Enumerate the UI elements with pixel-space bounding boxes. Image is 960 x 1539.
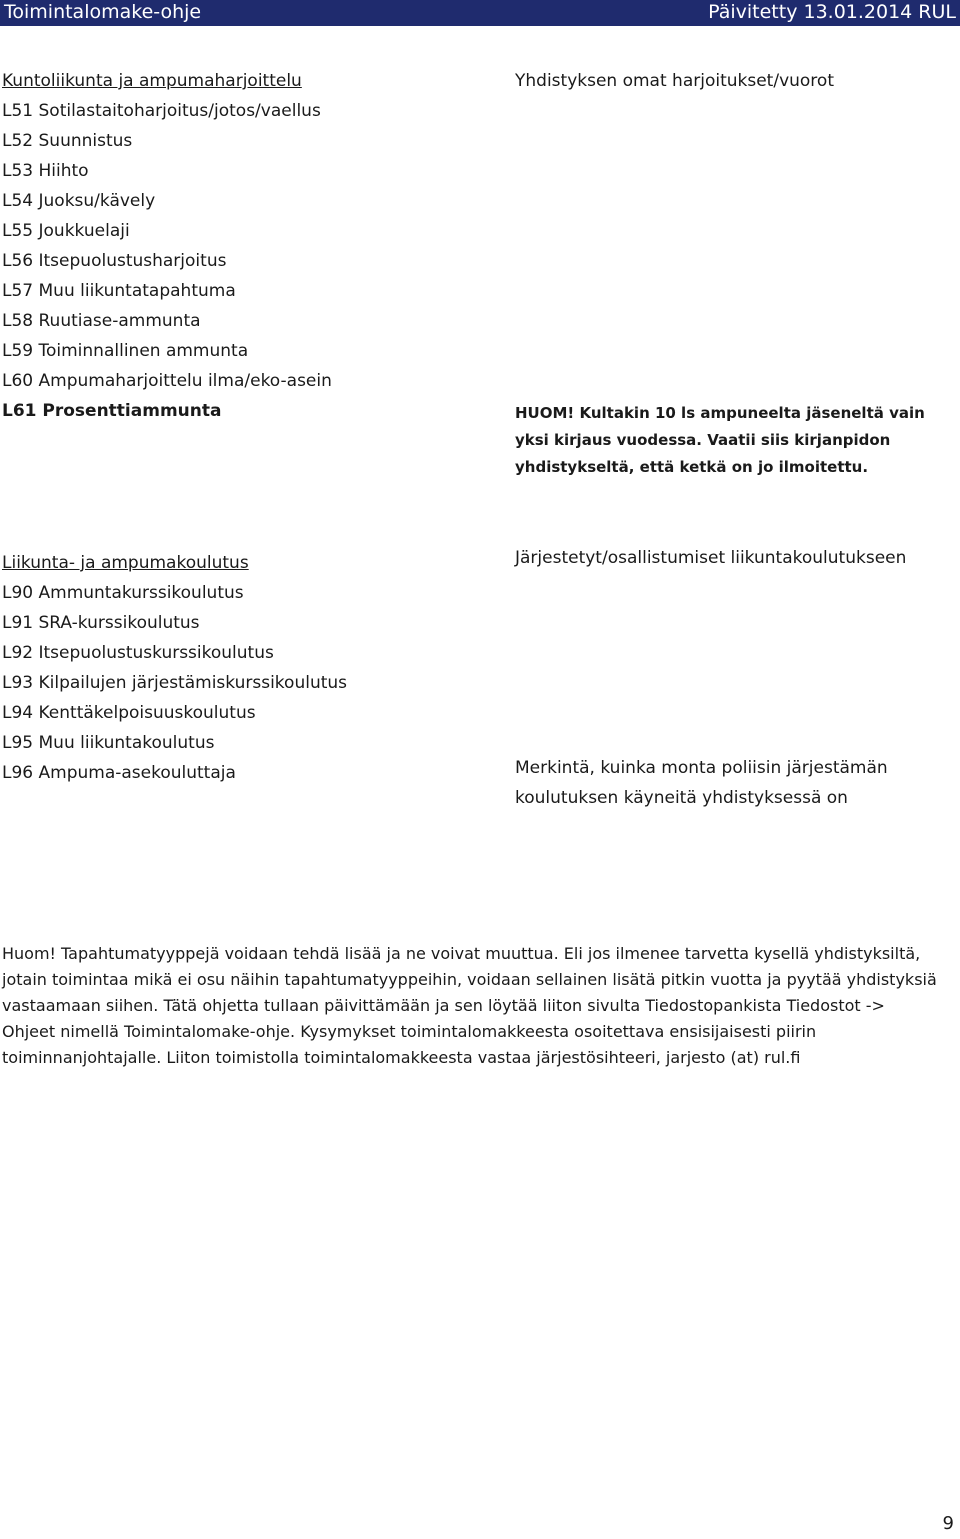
list-item: L92 Itsepuolustuskurssikoulutus: [2, 643, 274, 663]
list-item: L56 Itsepuolustusharjoitus: [2, 251, 227, 271]
list-item: L60 Ampumaharjoittelu ilma/eko-asein: [2, 371, 332, 391]
list-item: L53 Hiihto: [2, 161, 89, 181]
page-number: 9: [942, 1513, 954, 1534]
list-item: L55 Joukkuelaji: [2, 221, 130, 241]
section2-list: [2, 548, 347, 788]
list-item: L52 Suunnistus: [2, 131, 133, 151]
section1-note: HUOM! Kultakin 10 ls ampuneelta jäseneltä vain yksi kirjaus vuodessa. Vaatii siis kirjanpidon yhdistykseltä, että ketkä on jo ilmoitettu.: [515, 404, 925, 476]
list-item: L91 SRA-kurssikoulutus: [2, 613, 200, 633]
list-item: L59 Toiminnallinen ammunta: [2, 341, 249, 361]
list-item: L96 Ampuma-asekouluttaja: [2, 763, 236, 783]
list-item: L94 Kenttäkelpoisuuskoulutus: [2, 703, 256, 723]
section2-heading: Liikunta- ja ampumakoulutus: [2, 553, 249, 573]
list-item: L95 Muu liikuntakoulutus: [2, 733, 215, 753]
section2-right-title: Järjestetyt/osallistumiset liikuntakoulutukseen: [515, 548, 907, 568]
update-date: Päivitetty 13.01.2014 RUL: [708, 1, 956, 23]
section1-right-title: Yhdistyksen omat harjoitukset/vuorot: [515, 71, 834, 91]
list-item: L93 Kilpailujen järjestämiskurssikoulutus: [2, 673, 348, 693]
document-title: Toimintalomake-ohje: [4, 1, 202, 23]
section1-list: [2, 66, 332, 426]
footer-note: Huom! Tapahtumatyyppejä voidaan tehdä lisää ja ne voivat muuttua. Eli jos ilmenee tarvetta kysellä yhdistyksiltä, jotain toimintaa mikä ei osu näihin tapahtumatyyppeihin, voidaan sellainen lisätä pitkin vuotta ja pyytää yhdistyksiä vastaamaan siihen. Tätä ohjetta tullaan päivittämään ja sen löytää liiton sivulta Tiedostopankista Tiedostot -> Ohjeet nimellä Toimintalomake-ohje. Kysymykset toimintalomakkeesta osoitettava ensisijaisesti piirin toiminnanjohtajalle. Liiton toimistolla toimintalomakkeesta vastaa järjestösihteeri, jarjesto (at) rul.fi: [2, 944, 937, 1067]
list-item: L51 Sotilastaitoharjoitus/jotos/vaellus: [2, 101, 321, 121]
list-item: L54 Juoksu/kävely: [2, 191, 156, 211]
list-item-bold: L61 Prosenttiammunta: [2, 401, 222, 421]
list-item: L57 Muu liikuntatapahtuma: [2, 281, 236, 301]
section2-right-note: Merkintä, kuinka monta poliisin järjestämän koulutuksen käyneitä yhdistyksessä on: [515, 758, 888, 808]
section1-heading: Kuntoliikunta ja ampumaharjoittelu: [2, 71, 302, 91]
list-item: L90 Ammuntakurssikoulutus: [2, 583, 244, 603]
list-item: L58 Ruutiase-ammunta: [2, 311, 201, 331]
page-header: [0, 0, 960, 26]
